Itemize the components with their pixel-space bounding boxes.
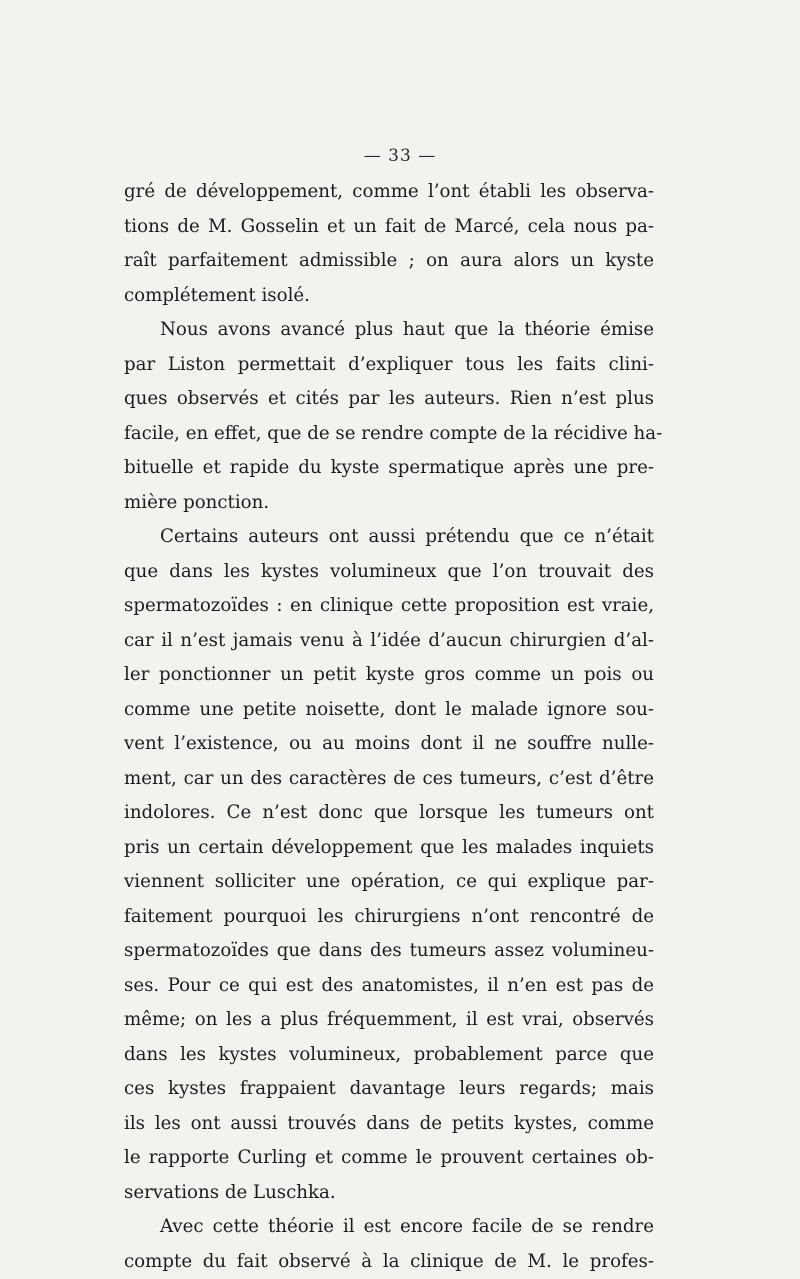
text-line: que dans les kystes volumineux que l’on trouvait des	[124, 555, 654, 590]
text-line: servations de Luschka.	[124, 1176, 654, 1211]
text-line: mière ponction.	[124, 486, 654, 521]
text-line: dans les kystes volumineux, probablement parce que	[124, 1038, 654, 1073]
text-line: même; on les a plus fréquemment, il est vrai, observés	[124, 1003, 654, 1038]
text-line: bituelle et rapide du kyste spermatique après une pre-	[124, 451, 654, 486]
page-number: — 33 —	[0, 146, 800, 166]
text-line: ques observés et cités par les auteurs. Rien n’est plus	[124, 382, 654, 417]
text-line: ment, car un des caractères de ces tumeurs, c’est d’être	[124, 762, 654, 797]
text-line: complétement isolé.	[124, 279, 654, 314]
text-line: spermatozoïdes que dans des tumeurs assez volumineu-	[124, 934, 654, 969]
text-line: indolores. Ce n’est donc que lorsque les tumeurs ont	[124, 796, 654, 831]
text-line: Nous avons avancé plus haut que la théorie émise	[124, 313, 654, 348]
text-line: compte du fait observé à la clinique de M. le profes-	[124, 1245, 654, 1279]
text-line: ces kystes frappaient davantage leurs regards; mais	[124, 1072, 654, 1107]
text-line: spermatozoïdes : en clinique cette proposition est vraie,	[124, 589, 654, 624]
text-line: ses. Pour ce qui est des anatomistes, il n’en est pas de	[124, 969, 654, 1004]
body-text	[124, 175, 654, 1279]
text-line: facile, en effet, que de se rendre compte de la récidive ha-	[124, 417, 654, 452]
text-line: Avec cette théorie il est encore facile de se rendre	[124, 1210, 654, 1245]
text-line: ler ponctionner un petit kyste gros comme un pois ou	[124, 658, 654, 693]
text-line: le rapporte Curling et comme le prouvent certaines ob-	[124, 1141, 654, 1176]
text-line: comme une petite noisette, dont le malade ignore sou-	[124, 693, 654, 728]
text-line: gré de développement, comme l’ont établi les observa-	[124, 175, 654, 210]
text-line: car il n’est jamais venu à l’idée d’aucun chirurgien d’al-	[124, 624, 654, 659]
text-line: ils les ont aussi trouvés dans de petits kystes, comme	[124, 1107, 654, 1142]
text-line: tions de M. Gosselin et un fait de Marcé, cela nous pa-	[124, 210, 654, 245]
text-line: raît parfaitement admissible ; on aura alors un kyste	[124, 244, 654, 279]
text-line: par Liston permettait d’expliquer tous les faits clini-	[124, 348, 654, 383]
text-line: vent l’existence, ou au moins dont il ne souffre nulle-	[124, 727, 654, 762]
text-line: pris un certain développement que les malades inquiets	[124, 831, 654, 866]
text-line: faitement pourquoi les chirurgiens n’ont rencontré de	[124, 900, 654, 935]
text-line: Certains auteurs ont aussi prétendu que ce n’était	[124, 520, 654, 555]
text-line: viennent solliciter une opération, ce qui explique par-	[124, 865, 654, 900]
